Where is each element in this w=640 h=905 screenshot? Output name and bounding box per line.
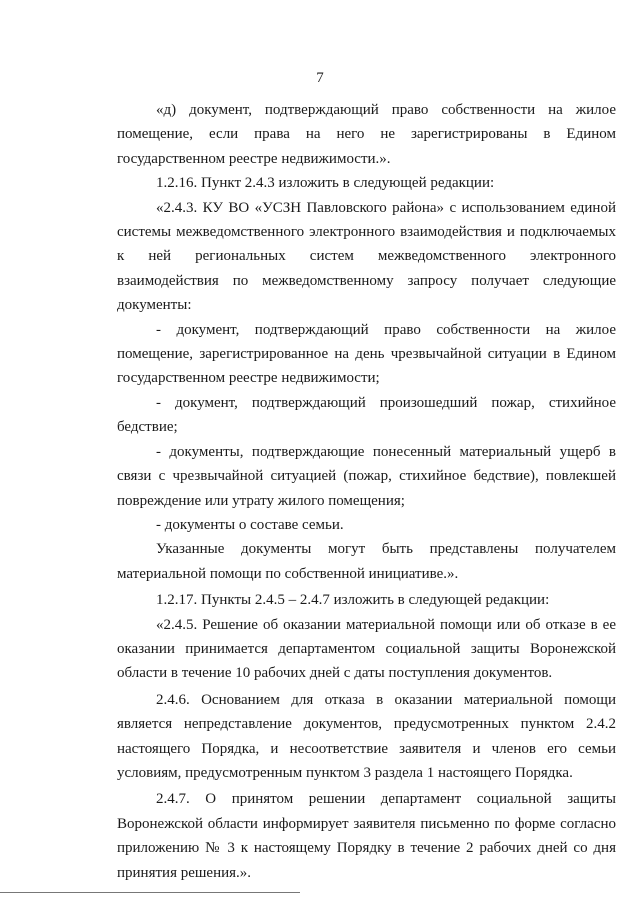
paragraph-1-2-16: 1.2.16. Пункт 2.4.3 изложить в следующей редакции: xyxy=(156,175,495,192)
paragraph-2-4-6: 2.4.6. Основанием для отказа в оказании материальной помощи является непредставление документов, предусмотренных пунктом 2.4.2 настоящего Порядка, и несоответствие заявителя и членов его семьи условиям, предусмотренным пунктом 3 раздела 1 настоящего Порядка. xyxy=(117,691,616,781)
footer-divider xyxy=(0,892,300,893)
paragraph-2-4-5: «2.4.5. Решение об оказании материальной помощи или об отказе в ее оказании принимается департаментом социальной защиты Воронежской области в течение 10 рабочих дней с даты поступления документов. xyxy=(117,616,616,682)
document-body xyxy=(117,98,616,885)
paragraph-2-4-7: 2.4.7. О принятом решении департамент социальной защиты Воронежской области информирует заявителя письменно по форме согласно приложению № 3 к настоящему Порядку в течение 2 рабочих дней со дня принятия решения.». xyxy=(117,791,616,881)
list-item-damage-documents: - документы, подтверждающие понесенный материальный ущерб в связи с чрезвычайной ситуацией (пожар, стихийное бедствие), повлекшей повреждение или утрату жилого помещения; xyxy=(117,443,616,509)
list-item-family-documents: - документы о составе семьи. xyxy=(156,516,344,533)
paragraph-own-initiative: Указанные документы могут быть представлены получателем материальной помощи по собственной инициативе.». xyxy=(117,541,616,582)
list-item-disaster-document: - документ, подтверждающий произошедший пожар, стихийное бедствие; xyxy=(117,394,616,436)
paragraph-1-2-17: 1.2.17. Пункты 2.4.5 – 2.4.7 изложить в следующей редакции: xyxy=(156,592,550,609)
paragraph-2-4-3: «2.4.3. КУ ВО «УСЗН Павловского района» с использованием единой системы межведомственного электронного взаимодействия и подключаемых к ней региональных систем межведомственного электронного взаимодействия по межведомственному запросу получает следующие документы: xyxy=(117,199,616,314)
list-item-ownership-document: - документ, подтверждающий право собственности на жилое помещение, зарегистрированное на день чрезвычайной ситуации в Едином государственном реестре недвижимости; xyxy=(117,321,616,387)
paragraph-item-d: «д) документ, подтверждающий право собственности на жилое помещение, если права на него не зарегистрированы в Едином государственном реестре недвижимости.». xyxy=(117,102,616,167)
page-number: 7 xyxy=(316,70,324,86)
